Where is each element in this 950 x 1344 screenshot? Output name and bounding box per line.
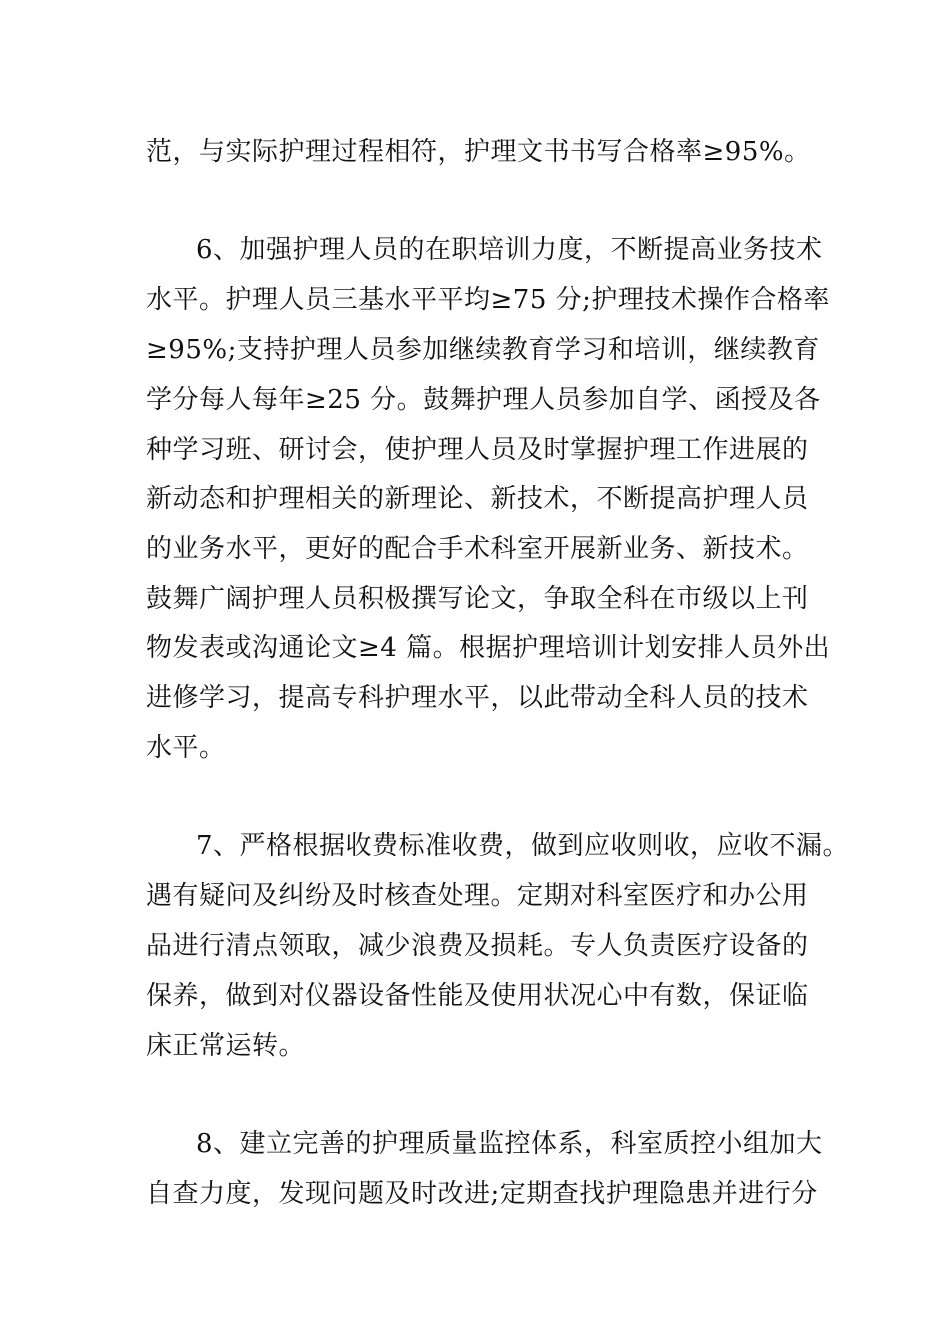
paragraph-6-line-1: 6、加强护理人员的在职培训力度，不断提高业务技术 <box>196 235 823 265</box>
paragraph-6-line-10: 进修学习，提高专科护理水平，以此带动全科人员的技术 <box>146 683 809 713</box>
paragraph-6-line-5: 种学习班、研讨会，使护理人员及时掌握护理工作进展的 <box>146 435 809 465</box>
paragraph-6-line-3: ≥95%;支持护理人员参加继续教育学习和培训，继续教育 <box>146 335 820 365</box>
paragraph-6-line-2: 水平。护理人员三基水平平均≥75 分;护理技术操作合格率 <box>146 285 830 315</box>
paragraph-6-line-8: 鼓舞广阔护理人员积极撰写论文，争取全科在市级以上刊 <box>146 584 809 614</box>
paragraph-8-line-1: 8、建立完善的护理质量监控体系，科室质控小组加大 <box>196 1129 823 1159</box>
paragraph-7-line-1: 7、严格根据收费标准收费，做到应收则收，应收不漏。 <box>196 831 850 861</box>
paragraph-7-line-3: 品进行清点领取，减少浪费及损耗。专人负责医疗设备的 <box>146 931 809 961</box>
paragraph-6-line-7: 的业务水平，更好的配合手术科室开展新业务、新技术。 <box>146 534 809 564</box>
paragraph-6-line-9: 物发表或沟通论文≥4 篇。根据护理培训计划安排人员外出 <box>146 633 831 663</box>
paragraph-7-line-2: 遇有疑问及纠纷及时核查处理。定期对科室医疗和办公用 <box>146 881 809 911</box>
paragraph-6-line-6: 新动态和护理相关的新理论、新技术，不断提高护理人员 <box>146 484 809 514</box>
paragraph-8-line-2: 自查力度，发现问题及时改进;定期查找护理隐患并进行分 <box>146 1179 818 1209</box>
paragraph-7-line-5: 床正常运转。 <box>146 1031 306 1061</box>
paragraph-7-line-4: 保养，做到对仪器设备性能及使用状况心中有数，保证临 <box>146 981 809 1011</box>
paragraph-6-line-11: 水平。 <box>146 733 226 763</box>
paragraph-5-line-1: 范，与实际护理过程相符，护理文书书写合格率≥95%。 <box>146 137 811 167</box>
paragraph-6-line-4: 学分每人每年≥25 分。鼓舞护理人员参加自学、函授及各 <box>146 385 821 415</box>
